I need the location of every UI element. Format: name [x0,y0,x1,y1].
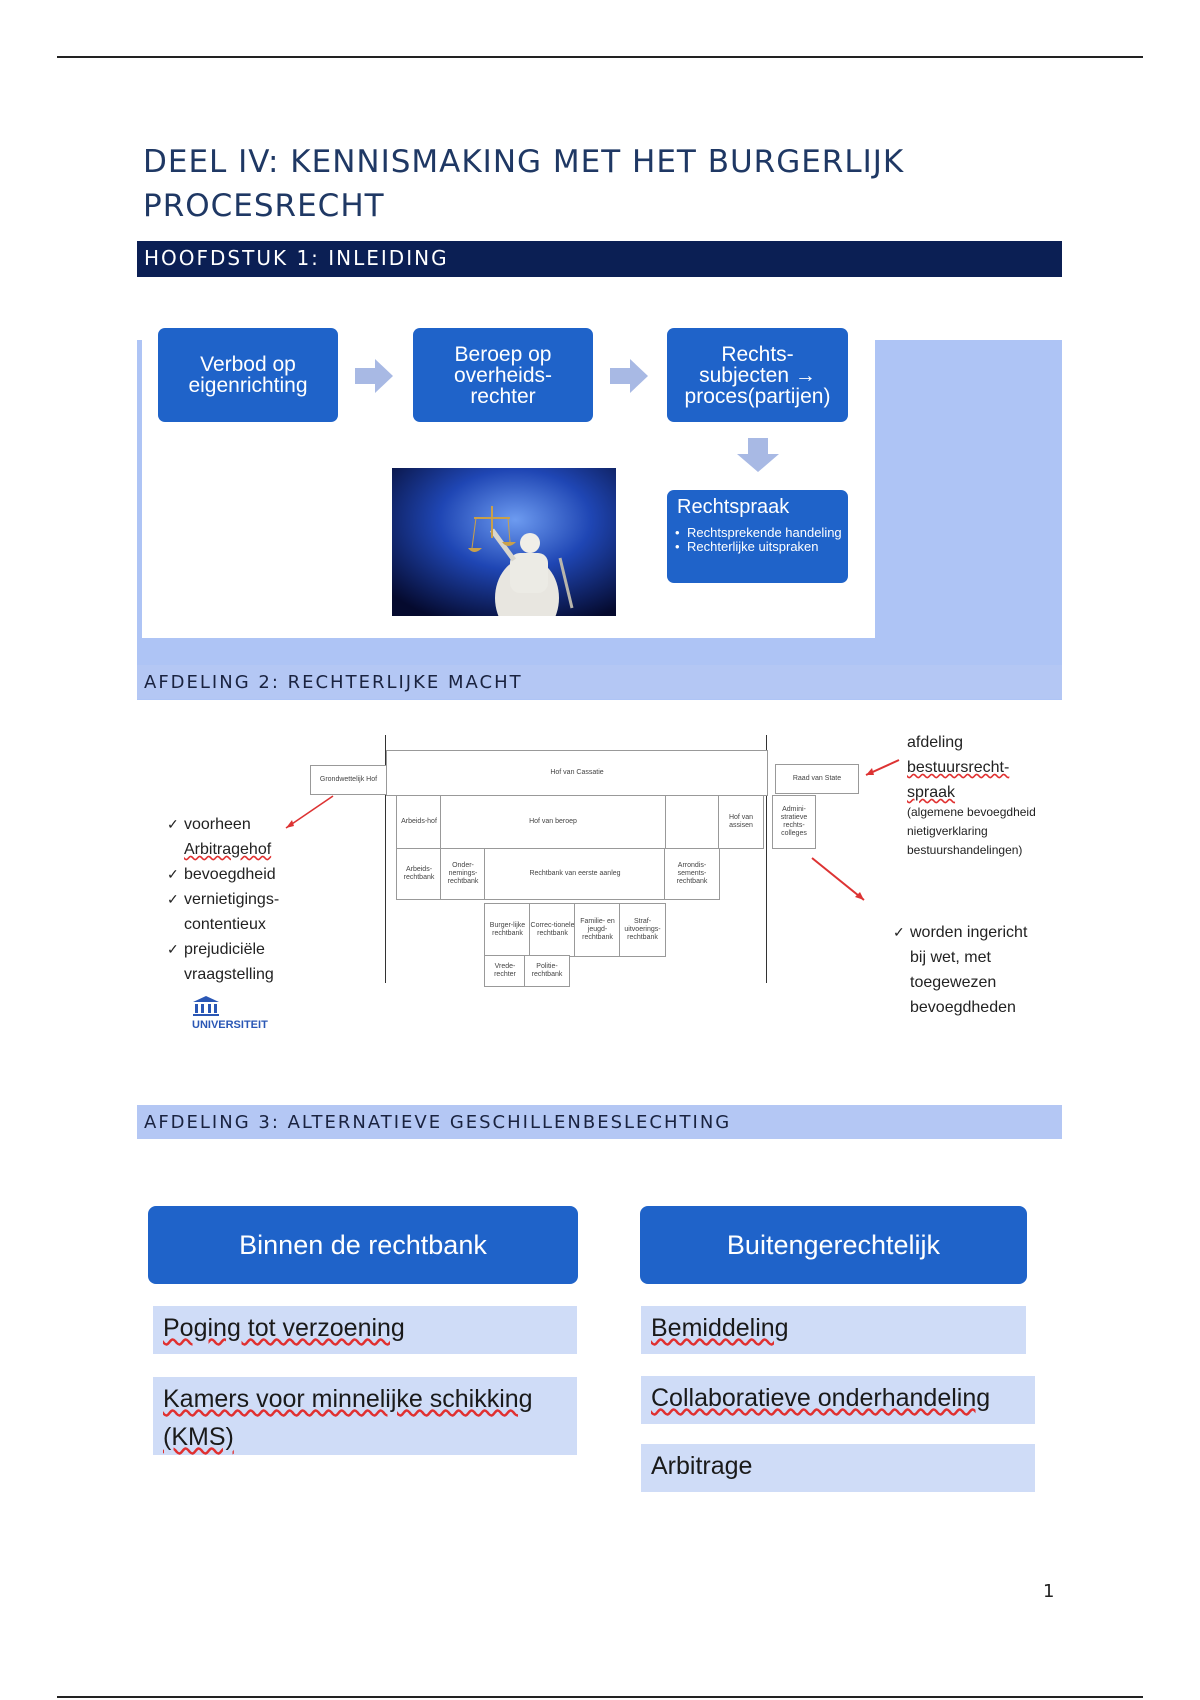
court-hof-van-beroep: Hof van beroep [440,795,666,849]
court-strafuitvoeringsrechtbank: Straf-uitvoerings-rechtbank [619,903,666,957]
flow-box-overheidsrechter: Beroep op overheids- rechter [413,328,593,422]
court-rechtbank-eerste-aanleg: Rechtbank van eerste aanleg [484,848,666,900]
court-arbeidshof: Arbeids-hof [396,795,442,849]
note-text: bestuursrecht- [907,759,1010,776]
note-item: ✓ vernietigings- [167,887,307,912]
court-arrondissementsrechtbank: Arrondis-sements-rechtbank [664,848,720,900]
note-small-text: (algemene bevoegdheid nietigverklaring bestuurshandelingen) [907,805,1036,857]
rechtspraak-item: • Rechterlijke uitspraken [675,540,842,554]
court-administratieve: Admini-stratieve rechts-colleges [772,795,816,849]
flow-box-eigenrichting: Verbod op eigenrichting [158,328,338,422]
page-number: 1 [1043,1581,1055,1602]
adr-item-verzoening: Poging tot verzoening [153,1306,577,1354]
adr-item-arbitrage: Arbitrage [641,1444,1035,1492]
university-logo [192,995,272,1040]
court-hof-van-assisen: Hof van assisen [718,795,764,849]
court-cassatie: Hof van Cassatie [386,750,768,796]
bottom-rule [57,1696,1143,1698]
adr-item-kms: Kamers voor minnelijke schikking (KMS) [153,1377,577,1455]
court-raad-van-state: Raad van State [775,764,859,794]
court-familie-jeugdrechtbank: Familie- en jeugd-rechtbank [574,903,621,957]
court-arbeidsrechtbank: Arbeids-rechtbank [396,848,442,900]
note-item: ✓ worden ingericht [893,920,1063,945]
right-notes-bottom [893,920,1063,1020]
note-item: contentieux [184,916,266,933]
note-text: afdeling [907,734,964,751]
section-heading-2-text: AFDELING 2: RECHTERLIJKE MACHT [144,672,523,693]
right-notes-top [907,730,1077,860]
court-grondwettelijk-hof: Grondwettelijk Hof [310,765,387,795]
rechtspraak-title: Rechtspraak [677,496,790,518]
adr-head-buiten: Buitengerechtelijk [640,1206,1027,1284]
note-item: bij wet, met [910,949,991,966]
section-heading-3 [137,1105,1062,1139]
note-item: toegewezen [910,974,997,991]
university-building-icon [192,995,220,1017]
left-notes [167,812,307,987]
court-correctionele-rechtbank: Correc-tionele rechtbank [529,903,576,957]
note-item: ✓ prejudiciële [167,937,307,962]
adr-item-bemiddeling: Bemiddeling [641,1306,1026,1354]
note-item: ✓ bevoegdheid [167,862,307,887]
note-text: spraak [907,784,956,801]
note-item: vraagstelling [184,966,274,983]
chapter-heading-text: HOOFDSTUK 1: INLEIDING [144,246,449,270]
flow-box-rechtssubjecten: Rechts- subjecten → proces(partijen) [667,328,848,422]
adr-item-collaboratieve: Collaboratieve onderhandeling [641,1376,1035,1424]
page-title: DEEL IV: KENNISMAKING MET HET BURGERLIJK PROCESRECHT [143,144,905,224]
note-item: bevoegdheden [910,999,1016,1016]
section-heading-3-text: AFDELING 3: ALTERNATIEVE GESCHILLENBESLECHTING [144,1112,732,1133]
adr-head-binnen: Binnen de rechtbank [148,1206,578,1284]
note-item: Arbitragehof [184,841,272,858]
court-vrederechter: Vrede-rechter [484,955,526,987]
court-politierechtbank: Politie-rechtbank [524,955,570,987]
university-logo-text: UNIVERSITEIT [192,1019,268,1031]
rechtspraak-item: • Rechtsprekende handeling [675,526,842,540]
court-ondernemingsrechtbank: Onder-nemings-rechtbank [440,848,486,900]
note-item: ✓ voorheen [167,812,307,837]
court-burgerlijke-rechtbank: Burger-lijke rechtbank [484,903,531,957]
